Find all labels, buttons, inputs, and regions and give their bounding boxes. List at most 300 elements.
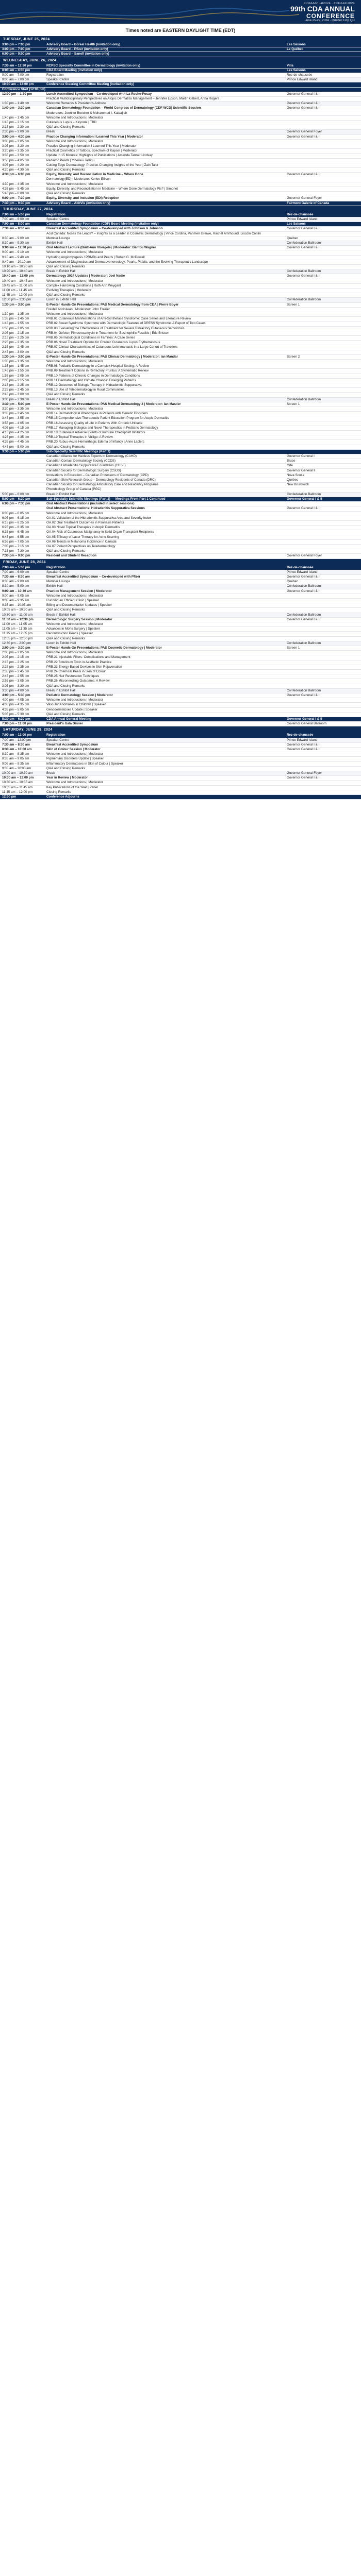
- schedule-row: [0, 47, 361, 52]
- schedule-row: [0, 135, 361, 140]
- day-header: THURSDAY, JUNE 27, 2024: [0, 206, 361, 213]
- session-room: [287, 383, 361, 387]
- session-room: Les Saisons: [287, 68, 306, 72]
- schedule-row: [0, 651, 361, 655]
- schedule-row: [0, 398, 361, 402]
- schedule-row: [0, 196, 361, 201]
- session-title: PRB.17 Managing Biologics and Novel Therapeutics in Pediatric Dermatology: [46, 426, 158, 430]
- session-time: 8:30 am – 8:35 am: [2, 752, 29, 756]
- schedule-row: [0, 369, 361, 374]
- schedule-row: [0, 786, 361, 790]
- schedule-row: [0, 589, 361, 594]
- session-room: Confederation Ballroom: [287, 613, 321, 617]
- schedule-row: [0, 540, 361, 545]
- session-time: 11:00 am – 11:05 am: [2, 622, 32, 626]
- session-time: 4:35 pm – 4:45 pm: [2, 440, 29, 444]
- session-room: [287, 144, 361, 148]
- schedule-row: [0, 757, 361, 761]
- session-time: 4:05 pm – 4:15 pm: [2, 426, 29, 430]
- session-room: Governor General I & II: [287, 506, 321, 511]
- schedule-row: [0, 111, 361, 116]
- session-time: 6:55 pm – 7:05 pm: [2, 539, 29, 544]
- session-title: Q&A and Closing Remarks: [46, 125, 85, 129]
- session-room: [287, 250, 361, 255]
- session-title: Equity, Diversity, and Reconciliation in Medicine – Where Done Dermatology Pts? | Simonet: [46, 187, 178, 191]
- session-room: Nova Scotia: [287, 473, 304, 477]
- session-time: 2:15 pm – 2:25 pm: [2, 383, 29, 387]
- session-title: Conference Adjourns: [46, 795, 79, 799]
- session-title: PRB.07 Clinical Characteristics of Cutaneous Leishmaniasis in a Large Cohort of Travellers: [46, 345, 178, 349]
- banner-title-line1: 99th CDA ANNUAL: [290, 4, 355, 13]
- session-room: [287, 279, 361, 283]
- schedule-row: [0, 97, 361, 101]
- schedule-row: [0, 130, 361, 134]
- day-header: SATURDAY, JUNE 29, 2024: [0, 726, 361, 733]
- schedule-row: [0, 506, 361, 511]
- session-room: [287, 708, 361, 712]
- session-title: Canadian Society for Dermatologic Surgery (CSDS): [46, 468, 121, 472]
- session-room: [287, 516, 361, 520]
- session-title: Cutaneous Lupus – Keynote | TBD: [46, 121, 97, 125]
- schedule-row: [0, 575, 361, 580]
- session-title: Acid Canada: Noses the Leads? – Insights as a Leader in Cosmetic Dermatology | Vince Cordina, Parimen Greiwe, Rachel Amrhound, Lincoln Conlin: [46, 231, 261, 235]
- session-title: Break in Exhibit Hall: [46, 613, 76, 617]
- session-room: [287, 435, 361, 439]
- session-room: [287, 526, 361, 530]
- session-title: Lunch in Exhibit Hall: [46, 641, 76, 645]
- session-time: 2:25 pm – 2:45 pm: [2, 388, 29, 392]
- session-room: [287, 535, 361, 539]
- session-title: Welcome and Introductions | Moderator: [46, 622, 104, 626]
- schedule-row: [0, 566, 361, 570]
- banner-title-line2: CONFERENCE: [306, 12, 355, 20]
- session-room: New Brunswick: [287, 483, 309, 487]
- schedule-row: [0, 177, 361, 182]
- schedule-row: [0, 379, 361, 383]
- session-time: 10:20 am – 10:40 am: [2, 269, 33, 274]
- schedule-row: [0, 493, 361, 497]
- session-time: 1:45 pm – 2:15 pm: [2, 121, 29, 125]
- session-time: 2:15 pm – 2:25 pm: [2, 660, 29, 664]
- session-time: 1:30 pm – 1:40 pm: [2, 101, 29, 106]
- schedule-row: [0, 693, 361, 698]
- session-time: 7:00 am – 8:00 am: [2, 222, 30, 226]
- session-title: Break in Exhibit Hall: [46, 269, 76, 274]
- session-title: PRB.11 Dermatology and Climate Change: Emerging Patterns: [46, 378, 136, 382]
- schedule-row: [0, 660, 361, 665]
- session-time: 11:00 am – 11:45 am: [2, 288, 32, 292]
- session-time: 8:30 am – 9:00 am: [2, 236, 29, 240]
- session-time: 2:00 pm – 2:05 pm: [2, 651, 29, 655]
- schedule-row: [0, 473, 361, 478]
- session-title: Q&A and Closing Remarks: [46, 636, 85, 640]
- session-title: Breakfast Accredited Symposium: [46, 742, 99, 747]
- session-title: Oral Abstract Lecture (Built-Ann Vbergele) | Moderator: Bambu Wagner: [46, 246, 156, 250]
- session-room: [287, 703, 361, 707]
- session-time: 2:15 pm – 2:30 pm: [2, 125, 29, 129]
- session-title: Innovations in Education – Canadian Professors of Dermatology (CPD): [46, 473, 149, 477]
- session-time: 6:05 pm – 6:15 pm: [2, 516, 29, 520]
- schedule-row: [0, 217, 361, 222]
- session-time: 2:15 pm – 2:25 pm: [2, 335, 29, 340]
- schedule-row: [0, 459, 361, 464]
- schedule-row: [0, 637, 361, 641]
- session-room: [287, 364, 361, 368]
- session-room: [287, 168, 361, 172]
- session-title: CDA Annual General Meeting: [46, 717, 92, 721]
- schedule-row: [0, 321, 361, 326]
- session-time: 12:30 pm – 2:00 pm: [2, 641, 31, 645]
- session-room: [287, 312, 361, 316]
- session-time: 8:30 am – 5:00 pm: [2, 584, 29, 588]
- session-room: [287, 393, 361, 397]
- session-title: PRB.22 Botulinum Toxin in Aesthetic Practice: [46, 660, 112, 664]
- session-time: 4:05 pm – 4:20 pm: [2, 163, 29, 167]
- schedule-row: [0, 274, 361, 279]
- session-title: OA.04 Risk of Cutaneous Malignancy in Solid Organ Transplant Recipients: [46, 530, 154, 534]
- session-room: Governor General I & II: [287, 274, 321, 278]
- session-room: [287, 125, 361, 129]
- session-time: 2:45 pm – 3:00 pm: [2, 350, 29, 354]
- day-header: WEDNESDAY, JUNE 26, 2024: [0, 57, 361, 64]
- session-room: Governor General I & II: [287, 497, 322, 501]
- session-time: 7:30 pm – 9:30 pm: [2, 201, 30, 205]
- session-time: 10:30 am – 10:35 am: [2, 781, 33, 785]
- session-title: Welcome and Introductions | Moderator: [46, 115, 104, 120]
- session-title: Vascular Anomalies in Children | Speaker: [46, 703, 106, 707]
- session-time: 10:40 am – 12:00 pm: [2, 274, 34, 278]
- schedule-row: [0, 450, 361, 454]
- session-room: [287, 679, 361, 683]
- schedule-row: [0, 383, 361, 388]
- schedule-row: [0, 182, 361, 187]
- session-time: 4:30 pm – 4:35 pm: [2, 182, 29, 186]
- session-room: [287, 757, 361, 761]
- schedule-row: [0, 512, 361, 516]
- session-room: Governor General I & II: [287, 589, 321, 593]
- session-title: Canadian Dermatology Foundation (CDF) Board Meeting (invitation only): [46, 222, 159, 226]
- session-room: [287, 88, 361, 92]
- session-room: [287, 608, 361, 612]
- session-time: 9:00 am – 9:10 am: [2, 250, 29, 255]
- session-time: 10:30 am – 11:00 am: [2, 613, 33, 617]
- session-room: Governor General I & II: [287, 742, 321, 747]
- schedule-row: [0, 317, 361, 321]
- session-time: 7:00 am – 12:00 pm: [2, 733, 32, 737]
- session-time: 8:30 am – 9:30 am: [2, 241, 29, 245]
- session-room: Governor General I & II: [287, 134, 321, 139]
- session-room: [287, 187, 361, 191]
- schedule-row: [0, 689, 361, 693]
- session-title: Speaker Centre: [46, 570, 70, 574]
- session-title: Reconstruction Pearls | Speaker: [46, 632, 93, 636]
- session-title: PRB.24 Chemical Peels in Skin of Colour: [46, 670, 106, 673]
- session-time: 9:40 am – 10:10 am: [2, 260, 31, 264]
- schedule-row: [0, 632, 361, 636]
- session-time: 10:00 am – 12:00 pm: [2, 82, 34, 87]
- session-room: [287, 350, 361, 354]
- session-title: Registration: [46, 73, 64, 77]
- session-title: President's Gala Dinner: [46, 722, 83, 726]
- session-room: [287, 182, 361, 187]
- session-time: 4:25 pm – 4:35 pm: [2, 435, 29, 439]
- session-time: 5:00 pm – 6:30 pm: [2, 497, 30, 501]
- session-room: [287, 341, 361, 345]
- session-room: [287, 192, 361, 196]
- session-room: [287, 388, 361, 392]
- session-room: [287, 321, 361, 326]
- session-title: Q&A and Closing Remarks: [46, 350, 85, 354]
- schedule-row: [0, 521, 361, 526]
- session-time: 4:35 pm – 5:45 pm: [2, 187, 29, 191]
- session-time: 8:35 am – 9:05 am: [2, 757, 29, 761]
- session-room: [287, 369, 361, 373]
- session-time: 9:00 am – 10:30 am: [2, 589, 32, 593]
- session-room: [287, 163, 361, 167]
- session-room: Governor General Foyer: [287, 554, 322, 558]
- session-room: [287, 440, 361, 444]
- session-title: Conference Steering Committee Meeting (invitation only): [46, 82, 135, 87]
- schedule-row: [0, 192, 361, 196]
- session-room: [287, 97, 361, 101]
- session-room: Governor General Foyer: [287, 196, 322, 200]
- session-room: Orle: [287, 464, 293, 468]
- session-room: Prince Edward Island: [287, 570, 318, 574]
- session-time: 2:45 pm – 3:00 pm: [2, 393, 29, 397]
- schedule-row: [0, 608, 361, 613]
- session-title: Oral Abstract Presentations (included in select sessions): [46, 502, 135, 506]
- session-room: Confederation Ballroom: [287, 241, 321, 245]
- session-room: [287, 159, 361, 163]
- session-room: Villa: [287, 63, 293, 67]
- session-room: Governor General I & II: [287, 748, 321, 752]
- session-title: PRB.13 Use of Teledermatology in Rural Communities: [46, 388, 125, 392]
- banner-tagline: #CDAAnnual2024 · #CDAAC2024: [303, 2, 355, 5]
- schedule-row: [0, 236, 361, 241]
- session-room: [287, 670, 361, 674]
- session-time: 3:00 pm – 3:30 pm: [2, 397, 29, 401]
- session-room: [287, 421, 361, 426]
- session-time: [0, 459, 44, 463]
- session-room: Confederation Ballroom: [287, 492, 321, 496]
- session-title: Break in Exhibit Hall: [46, 492, 76, 496]
- session-title: Q&A and Closing Remarks: [46, 192, 85, 196]
- session-time: 1:30 pm – 1:35 pm: [2, 360, 29, 363]
- schedule-row: [0, 767, 361, 771]
- schedule-row: [0, 738, 361, 743]
- session-time: [0, 111, 44, 115]
- schedule-row: [0, 535, 361, 540]
- session-title: Advisory Board – Boreal Health (invitation only): [46, 43, 121, 46]
- session-time: [0, 97, 44, 101]
- session-title: Registration: [46, 733, 65, 737]
- session-time: 1:30 pm – 3:00 pm: [2, 302, 30, 307]
- session-title: OA.05 Efficacy of Laser Therapy for Acne Scarring: [46, 535, 119, 539]
- session-time: 9:00 am – 7:00 pm: [2, 78, 29, 82]
- schedule-row: [0, 454, 361, 459]
- schedule-row: [0, 627, 361, 632]
- schedule-row: [0, 92, 361, 97]
- schedule-row: [0, 670, 361, 674]
- schedule-row: [0, 116, 361, 121]
- session-time: 3:30 pm – 5:00 pm: [2, 449, 30, 453]
- session-title: Evolving Therapies | Moderator: [46, 288, 92, 292]
- session-title: Update in 15 Minutes: Highlights of Publications | Amanda Tanner Lindsay: [46, 154, 153, 158]
- session-title: Q&A and Closing Remarks: [46, 608, 85, 612]
- session-title: Q&A and Closing Remarks: [46, 393, 85, 397]
- schedule-row: [0, 298, 361, 302]
- session-room: Confederation Ballroom: [287, 584, 321, 588]
- session-room: Screen 1: [287, 402, 300, 406]
- schedule-row: [0, 168, 361, 173]
- session-title: Practice Management Session | Moderator: [46, 589, 112, 593]
- session-time: 5:45 pm – 6:00 pm: [2, 192, 29, 196]
- session-room: [287, 379, 361, 383]
- schedule-row: [0, 526, 361, 530]
- session-title: Photobiology Group of Canada (PGC): [46, 487, 102, 492]
- schedule-row: [0, 101, 361, 106]
- schedule-row: [0, 284, 361, 289]
- session-room: [287, 374, 361, 378]
- session-room: Screen 1: [287, 646, 300, 650]
- session-time: 3:00 pm – 7:00 pm: [2, 43, 30, 46]
- session-time: [0, 469, 44, 473]
- schedule-row: [0, 646, 361, 651]
- session-title: RCPSC Specialty Committee in Dermatology (invitation only): [46, 63, 140, 67]
- schedule-row: [0, 497, 361, 502]
- session-time: 9:05 am – 9:35 am: [2, 761, 29, 766]
- session-title: Registration: [46, 565, 65, 569]
- schedule-row: [0, 722, 361, 726]
- session-room: [287, 594, 361, 598]
- session-title: PRB.12 Outcomes of Biologic Therapy in Hidradenitis Suppurativa: [46, 383, 142, 387]
- session-room: [287, 116, 361, 120]
- session-time: 11:00 am – 12:30 pm: [2, 617, 34, 621]
- schedule-row: [0, 227, 361, 231]
- session-room: [287, 627, 361, 631]
- session-title: Exhibit Hall: [46, 584, 63, 588]
- session-title: Practice Changing Information I Learned This Year | Moderator: [46, 144, 137, 148]
- session-time: 7:00 am – 6:00 pm: [2, 217, 29, 221]
- schedule-row: [0, 82, 361, 87]
- schedule-row: [0, 159, 361, 163]
- session-title: Equity, Diversity, and Inclusion (EDI) Reception: [46, 196, 120, 200]
- session-time: 3:20 pm – 3:35 pm: [2, 149, 29, 153]
- session-room: [287, 660, 361, 665]
- session-room: [287, 781, 361, 785]
- session-title: CDA Board Meeting (invitation only): [46, 68, 102, 72]
- session-room: Québec: [287, 478, 299, 482]
- schedule-row: [0, 279, 361, 284]
- session-room: [287, 308, 361, 312]
- session-time: 3:00 pm – 7:00 pm: [2, 47, 30, 52]
- schedule-row: [0, 149, 361, 154]
- session-time: 1:30 pm – 3:00 pm: [2, 354, 30, 359]
- schedule-row: [0, 312, 361, 317]
- session-time: 3:05 pm – 3:30 pm: [2, 684, 29, 688]
- session-time: 1:35 pm – 1:45 pm: [2, 317, 29, 321]
- session-title: Canadian Skin Research Group – Dermatology Residents of Canada (DRC): [46, 478, 156, 482]
- session-time: 1:45 pm – 1:55 pm: [2, 369, 29, 373]
- session-room: [287, 360, 361, 364]
- session-room: Québec: [287, 236, 299, 240]
- session-room: Governor General I: [287, 454, 315, 459]
- session-time: 7:00 am – 6:00 pm: [2, 570, 29, 574]
- schedule-row: [0, 350, 361, 355]
- schedule-row: [0, 201, 361, 206]
- schedule-row: [0, 665, 361, 670]
- session-time: 1:35 pm – 1:45 pm: [2, 364, 29, 368]
- session-room: Governor General I & II: [287, 574, 321, 579]
- session-title: E-Poster Hands-On Presentations: PAS Clinical Dermatology | Moderator: Ian Mandar: [46, 354, 178, 359]
- session-room: [287, 450, 361, 454]
- session-title: Welcome and Introductions | Moderator: [46, 781, 104, 785]
- schedule-row: [0, 708, 361, 713]
- session-room: [287, 407, 361, 411]
- session-time: 1:55 pm – 2:05 pm: [2, 374, 29, 378]
- session-title: Year in Review | Moderator: [46, 776, 88, 780]
- session-room: [287, 622, 361, 626]
- session-time: 9:00 am – 9:05 am: [2, 594, 29, 598]
- session-title: Speaker Centre: [46, 217, 70, 221]
- session-title: Dermatologic Surgery Session | Moderator: [46, 617, 112, 621]
- session-time: Conference Start (12:00 pm): [2, 87, 45, 91]
- session-title: PRB.21 Injectable Fillers: Complications and Management: [46, 655, 130, 659]
- session-title: PRB.20 Rubus-Acute Hemorrhagic Edema of Infancy | Anne Laclerc: [46, 440, 144, 444]
- session-room: Governor General Foyer: [287, 771, 322, 775]
- schedule-row: [0, 464, 361, 468]
- session-room: Fairmont Galerie of Canada: [287, 201, 330, 205]
- schedule-row: [0, 241, 361, 246]
- session-time: 2:55 pm – 3:05 pm: [2, 679, 29, 683]
- session-time: [0, 454, 44, 459]
- schedule-row: [0, 69, 361, 73]
- session-title: Dermatology(ED) | Moderator: Kerlee Ellison: [46, 177, 111, 181]
- schedule-row: [0, 752, 361, 757]
- session-time: 2:00 pm – 3:30 pm: [2, 646, 30, 650]
- session-room: Governor General Foyer: [287, 130, 322, 134]
- session-title: Equity, Diversity, and Reconciliation in Medicine – Where Done: [46, 173, 143, 177]
- session-title: PRB.14 Dermatological Phenotypes in Patients with Genetic Disorders: [46, 412, 148, 416]
- session-time: 4:35 pm – 5:05 pm: [2, 707, 29, 711]
- session-title: Freidell Andrulean | Moderator: John Frazier: [46, 307, 110, 311]
- session-title: OA.03 Novel Topical Therapies in Atopic Dermatitis: [46, 526, 120, 530]
- session-title: Canadian Alliance for Hairless Experts in Dermatology (CAHD): [46, 454, 137, 459]
- session-room: Governor General Ballroom: [287, 722, 326, 726]
- schedule-row: [0, 106, 361, 111]
- schedule-row: [0, 426, 361, 431]
- schedule-row: [0, 154, 361, 158]
- session-title: PRB.08 Pediatric Dermatology in a Complex Hospital Setting: A Review: [46, 364, 150, 368]
- schedule-row: [0, 790, 361, 795]
- session-room: [287, 521, 361, 525]
- schedule-row: [0, 125, 361, 130]
- session-room: [287, 762, 361, 766]
- session-title: Welcome and Introductions | Moderator: [46, 594, 104, 598]
- session-time: 11:35 am – 12:05 pm: [2, 632, 33, 636]
- session-title: Speaker Centre: [46, 738, 70, 742]
- session-time: 7:15 pm – 7:30 pm: [2, 549, 29, 553]
- session-title: OA.01 Validation of the Hidradenitis Suppurativa Area and Severity Index: [46, 516, 152, 520]
- session-room: [287, 284, 361, 288]
- session-time: 2:30 pm – 3:00 pm: [2, 130, 29, 134]
- session-title: PRB.26 Microneedling Outcomes: A Review: [46, 679, 110, 683]
- schedule-row: [0, 717, 361, 722]
- session-room: [287, 487, 361, 492]
- session-room: [287, 82, 361, 87]
- schedule-row: [0, 289, 361, 293]
- session-title: Resident and Student Reception: [46, 554, 96, 558]
